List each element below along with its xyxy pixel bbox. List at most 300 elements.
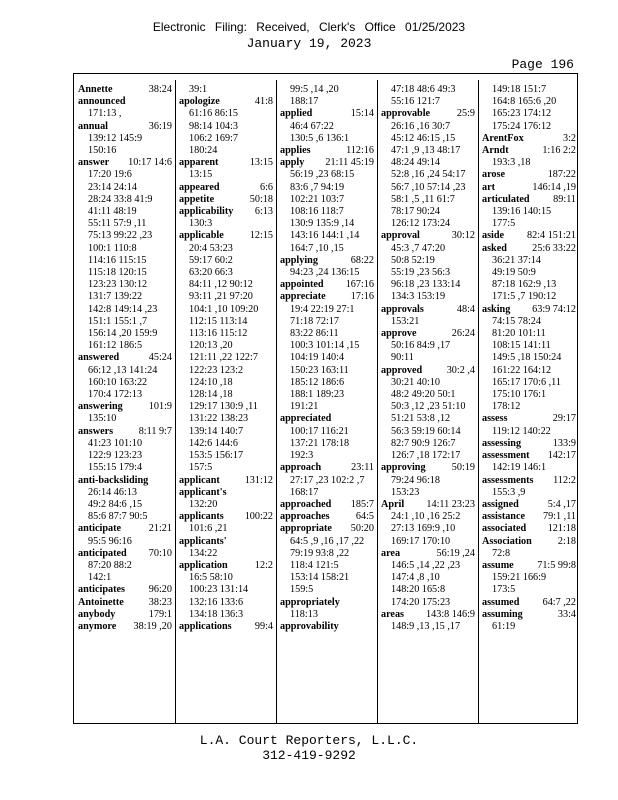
index-term: area: [381, 547, 401, 559]
index-continuation: 49:2 84:6 ,15: [88, 498, 143, 510]
index-entry: [179, 230, 273, 242]
index-term: approving: [381, 462, 426, 474]
index-refs: 100:22: [244, 511, 273, 523]
index-continuation: 83:22 86:11: [290, 328, 339, 340]
index-continuation: 122:23 123:2: [189, 364, 244, 376]
index-continuation: 100:1 110:8: [88, 242, 137, 254]
index-continuation: 153:5 156:17: [189, 450, 244, 462]
index-entry: [280, 108, 374, 120]
index-continuation: 90:11: [391, 352, 414, 364]
index-refs: 25:6 33:22: [532, 242, 576, 254]
index-term: approaches: [280, 511, 330, 523]
document-date: January 19, 2023: [246, 36, 372, 51]
index-continuation: 49:19 50:9: [492, 267, 536, 279]
index-continuation: 56:19 ,23 68:15: [290, 169, 355, 181]
index-continuation: 153:23: [391, 486, 420, 498]
index-continuation: 98:14 104:3: [189, 120, 238, 132]
index-entry: [179, 475, 273, 487]
filing-stamp: Electronic Filing: Received, Clerk's Office 01/25/2023: [152, 20, 466, 34]
index-term: appropriately: [280, 596, 340, 608]
index-term: Annette: [78, 84, 113, 95]
index-column-1: [78, 84, 172, 633]
index-refs: 6:13: [254, 206, 273, 218]
index-entry: [179, 487, 273, 499]
index-refs: 82:4 151:21: [527, 230, 576, 242]
index-continuation: 27:13 169:9 ,10: [391, 523, 456, 535]
index-entry: [78, 584, 172, 596]
index-continuation: 47:18 48:6 49:3: [391, 84, 456, 95]
index-entry: [179, 194, 273, 206]
index-term: assess: [482, 413, 508, 425]
index-continuation: 126:12 173:24: [391, 218, 451, 230]
index-term: assuming: [482, 608, 523, 620]
index-continuation: 47:1 ,9 ,13 48:17: [391, 145, 461, 157]
index-entry: [78, 621, 172, 633]
index-term: applications: [179, 620, 232, 632]
index-refs: 50:19: [451, 462, 475, 474]
index-continuation: 193:3 ,18: [492, 157, 531, 169]
index-continuation: 84:11 ,12 90:12: [189, 279, 253, 291]
index-continuation: 100:17 116:21: [290, 425, 349, 437]
index-entry: [482, 243, 576, 255]
index-refs: 6:6: [259, 181, 273, 193]
index-continuation: 160:10 163:22: [88, 376, 148, 388]
index-continuation: 191:21: [290, 401, 319, 413]
index-continuation: 28:24 33:8 41:9: [88, 193, 153, 205]
index-continuation: 192:3: [290, 450, 314, 462]
index-refs: 36:19: [148, 120, 172, 132]
index-entry: [381, 328, 475, 340]
index-column-3: [280, 84, 374, 633]
index-continuation: 132:20: [189, 498, 218, 510]
index-entry: [78, 426, 172, 438]
index-refs: 5:4 ,17: [547, 498, 576, 510]
index-entry: [78, 548, 172, 560]
index-entry: [280, 462, 374, 474]
index-term: anticipate: [78, 523, 122, 535]
index-continuation: 64:5 ,9 ,16 ,17 ,22: [290, 535, 365, 547]
index-refs: 133:9: [552, 437, 576, 449]
index-entry: [78, 84, 172, 96]
index-continuation: 134:22: [189, 547, 218, 559]
index-refs: 179:1: [148, 608, 172, 620]
index-continuation: 128:14 ,18: [189, 389, 233, 401]
index-continuation: 169:17 170:10: [391, 535, 451, 547]
index-continuation: 66:12 ,13 141:24: [88, 364, 158, 376]
index-term: appreciated: [280, 413, 332, 425]
index-term: applicability: [179, 206, 234, 218]
index-continuation: 132:16 133:6: [189, 596, 244, 608]
index-term: approvable: [381, 108, 431, 120]
index-continuation: 56:7 ,10 57:14 ,23: [391, 181, 466, 193]
index-continuation: 118:4 121:5: [290, 559, 339, 571]
index-refs: 50:18: [249, 193, 273, 205]
index-term: appetite: [179, 193, 215, 205]
index-refs: 41:8: [254, 96, 273, 108]
column-divider: [478, 80, 479, 723]
index-entry: [78, 96, 172, 108]
index-continuation: 156:14 ,20 159:9: [88, 328, 158, 340]
index-continuation: 101:6 ,21: [189, 523, 228, 535]
index-continuation: 108:15 141:11: [492, 340, 551, 352]
index-continuation: 75:13 99:22 ,23: [88, 230, 153, 242]
index-continuation: 115:18 120:15: [88, 267, 147, 279]
index-entry: [482, 230, 576, 242]
index-continuation: 63:20 66:3: [189, 267, 233, 279]
index-term: apologize: [179, 96, 220, 108]
index-term: anticipated: [78, 547, 127, 559]
index-entry: [280, 511, 374, 523]
index-refs: 89:11: [553, 193, 576, 205]
index-entry: [179, 182, 273, 194]
index-term: approached: [280, 498, 332, 510]
index-term: articulated: [482, 193, 530, 205]
index-term: anymore: [78, 620, 117, 632]
index-entry: [78, 609, 172, 621]
index-refs: 26:24: [451, 328, 475, 340]
index-continuation: 148:20 165:8: [391, 584, 446, 596]
index-continuation: 24:1 ,10 ,16 25:2: [391, 511, 461, 523]
column-divider: [175, 80, 176, 723]
index-refs: 64:5: [355, 511, 374, 523]
index-refs: 112:16: [346, 145, 374, 157]
index-term: annual: [78, 120, 109, 132]
index-refs: 142:17: [547, 450, 576, 462]
index-continuation: 99:5 ,14 ,20: [290, 84, 339, 95]
index-entry: [482, 523, 576, 535]
index-continuation: 151:1 155:1 ,7: [88, 315, 148, 327]
index-continuation: 16:5 58:10: [189, 572, 233, 584]
index-term: applicant: [179, 474, 220, 486]
index-term: associated: [482, 523, 527, 535]
index-continuation: 45:12 46:15 ,15: [391, 132, 456, 144]
index-column-2: [179, 84, 273, 633]
index-frame: [73, 73, 578, 724]
index-refs: 33:4: [557, 608, 576, 620]
index-continuation: 139:14 140:7: [189, 425, 244, 437]
index-term: applicant's: [179, 486, 227, 498]
index-entry: [482, 499, 576, 511]
index-column-4: [381, 84, 475, 633]
index-term: Antoinette: [78, 596, 124, 608]
column-divider: [276, 80, 277, 723]
index-refs: 23:11: [351, 462, 374, 474]
index-continuation: 150:16: [88, 145, 117, 157]
index-refs: 101:9: [148, 401, 172, 413]
index-continuation: 123:23 130:12: [88, 279, 148, 291]
index-entry: [179, 511, 273, 523]
index-term: arose: [482, 169, 506, 181]
index-continuation: 108:16 118:7: [290, 206, 344, 218]
index-continuation: 83:6 ,7 94:19: [290, 181, 345, 193]
index-term: approvals: [381, 303, 424, 315]
index-entry: [482, 536, 576, 548]
index-column-5: [482, 84, 576, 633]
index-continuation: 171:5 ,7 190:12: [492, 291, 557, 303]
index-continuation: 129:17 130:9 ,11: [189, 401, 258, 413]
index-continuation: 19:4 22:19 27:1: [290, 303, 355, 315]
index-continuation: 36:21 37:14: [492, 254, 541, 266]
index-term: applies: [280, 145, 311, 157]
index-refs: 38:24: [148, 84, 172, 95]
index-entry: [381, 548, 475, 560]
index-continuation: 100:23 131:14: [189, 584, 249, 596]
index-continuation: 142:6 144:6: [189, 437, 238, 449]
index-term: ArentFox: [482, 132, 524, 144]
index-refs: 30:2 ,4: [446, 364, 475, 376]
index-continuation: 153:21: [391, 315, 420, 327]
index-refs: 15:14: [350, 108, 374, 120]
index-continuation: 168:17: [290, 486, 319, 498]
index-refs: 17:16: [350, 291, 374, 303]
index-continuation: 147:4 ,8 ,10: [391, 572, 440, 584]
index-continuation: 149:5 ,18 150:24: [492, 352, 562, 364]
index-entry: [78, 157, 172, 169]
index-continuation: 161:22 164:12: [492, 364, 552, 376]
index-entry: [280, 499, 374, 511]
page-number: Page 196: [511, 57, 574, 72]
index-continuation: 139:16 140:15: [492, 206, 552, 218]
index-entry: [280, 523, 374, 535]
index-term: appropriate: [280, 523, 332, 535]
index-refs: 14:11 23:23: [426, 498, 475, 510]
index-entry: [381, 230, 475, 242]
index-continuation: 23:14 24:14: [88, 181, 137, 193]
index-continuation: 104:19 140:4: [290, 352, 345, 364]
index-term: Arndt: [482, 145, 509, 157]
index-continuation: 178:12: [492, 401, 521, 413]
index-term: assessing: [482, 437, 522, 449]
index-continuation: 153:14 158:21: [290, 572, 350, 584]
index-entry: [381, 609, 475, 621]
index-refs: 143:8 146:9: [426, 608, 475, 620]
index-entry: [78, 597, 172, 609]
index-refs: 121:18: [547, 523, 576, 535]
index-term: approve: [381, 328, 417, 340]
index-entry: [381, 304, 475, 316]
index-refs: 29:17: [552, 413, 576, 425]
index-continuation: 157:5: [189, 462, 213, 474]
index-continuation: 113:16 115:12: [189, 328, 248, 340]
index-term: applying: [280, 254, 318, 266]
index-entry: [381, 462, 475, 474]
index-term: assessment: [482, 450, 530, 462]
index-continuation: 188:1 189:23: [290, 389, 345, 401]
index-continuation: 13:15: [189, 169, 213, 181]
index-refs: 3:2: [562, 132, 576, 144]
index-entry: [482, 450, 576, 462]
index-entry: [381, 108, 475, 120]
index-refs: 64:7 ,22: [542, 596, 576, 608]
index-term: application: [179, 559, 228, 571]
index-term: appeared: [179, 181, 220, 193]
index-refs: 12:2: [254, 559, 273, 571]
index-continuation: 96:18 ,23 133:14: [391, 279, 461, 291]
index-continuation: 118:13: [290, 608, 318, 620]
index-term: announced: [78, 96, 126, 108]
index-continuation: 185:12 186:6: [290, 376, 345, 388]
index-continuation: 17:20 19:6: [88, 169, 132, 181]
index-term: applicants': [179, 535, 227, 547]
index-refs: 99:4: [254, 620, 273, 632]
index-term: approval: [381, 230, 420, 242]
column-divider: [377, 80, 378, 723]
index-refs: 187:22: [547, 169, 576, 181]
index-continuation: 50:16 84:9 ,17: [391, 340, 451, 352]
index-refs: 167:16: [345, 279, 374, 291]
index-continuation: 130:3: [189, 218, 213, 230]
index-entry: [482, 194, 576, 206]
index-refs: 38:19 ,20: [133, 620, 172, 632]
index-refs: 21:21: [148, 523, 172, 535]
index-continuation: 155:3 ,9: [492, 486, 526, 498]
index-refs: 185:7: [350, 498, 374, 510]
index-continuation: 45:3 ,7 47:20: [391, 242, 446, 254]
index-term: asked: [482, 242, 507, 254]
index-continuation: 112:15 113:14: [189, 315, 248, 327]
index-term: assigned: [482, 498, 519, 510]
index-entry: [78, 523, 172, 535]
index-continuation: 104:1 ,10 109:20: [189, 303, 259, 315]
index-entry: [482, 560, 576, 572]
index-entry: [280, 597, 374, 609]
index-continuation: 61:19: [492, 620, 516, 632]
index-continuation: 164:8 165:6 ,20: [492, 96, 557, 108]
index-continuation: 148:9 ,13 ,15 ,17: [391, 620, 461, 632]
index-continuation: 46:4 67:22: [290, 120, 334, 132]
index-refs: 1:16 2:2: [542, 145, 576, 157]
index-continuation: 106:2 169:7: [189, 132, 238, 144]
index-entry: [381, 365, 475, 377]
index-continuation: 170:4 172:13: [88, 389, 143, 401]
index-continuation: 175:24 176:12: [492, 120, 552, 132]
index-continuation: 159:21 166:9: [492, 572, 547, 584]
index-term: assessments: [482, 474, 534, 486]
index-continuation: 50:8 52:19: [391, 254, 435, 266]
index-refs: 56:19 ,24: [436, 547, 475, 559]
index-refs: 45:24: [148, 352, 172, 364]
index-term: asking: [482, 303, 511, 315]
index-continuation: 155:15 179:4: [88, 462, 143, 474]
index-term: assistance: [482, 511, 526, 523]
index-continuation: 94:23 ,24 136:15: [290, 267, 360, 279]
index-entry: [482, 145, 576, 157]
index-refs: 70:10: [148, 547, 172, 559]
index-entry: [179, 621, 273, 633]
index-continuation: 85:6 87:7 90:5: [88, 511, 148, 523]
index-continuation: 41:23 101:10: [88, 437, 143, 449]
index-continuation: 59:17 60:2: [189, 254, 233, 266]
index-refs: 79:1 ,11: [542, 511, 576, 523]
index-continuation: 20:4 53:23: [189, 242, 233, 254]
index-entry: [482, 133, 576, 145]
index-continuation: 142:8 149:14 ,23: [88, 303, 158, 315]
index-entry: [179, 157, 273, 169]
index-continuation: 173:5: [492, 584, 516, 596]
index-continuation: 26:16 ,16 30:7: [391, 120, 451, 132]
index-refs: 71:5 99:8: [537, 559, 576, 571]
index-entry: [482, 511, 576, 523]
footer-phone: 312-419-9292: [262, 748, 356, 763]
index-continuation: 100:3 101:14 ,15: [290, 340, 360, 352]
index-entry: [280, 145, 374, 157]
index-term: areas: [381, 608, 405, 620]
index-continuation: 87:18 162:9 ,13: [492, 279, 557, 291]
index-refs: 12:15: [249, 230, 273, 242]
index-continuation: 142:1: [88, 572, 112, 584]
index-continuation: 82:7 90:9 126:7: [391, 437, 456, 449]
index-continuation: 139:12 145:9: [88, 132, 143, 144]
index-refs: 112:2: [553, 474, 576, 486]
index-entry: [482, 169, 576, 181]
index-term: anybody: [78, 608, 116, 620]
index-entry: [179, 206, 273, 218]
index-continuation: 48:2 49:20 50:1: [391, 389, 456, 401]
index-continuation: 87:20 88:2: [88, 559, 132, 571]
index-continuation: 51:21 53:8 ,12: [391, 413, 451, 425]
index-continuation: 130:9 135:9 ,14: [290, 218, 355, 230]
index-continuation: 188:17: [290, 96, 319, 108]
index-continuation: 143:16 144:1 ,14: [290, 230, 360, 242]
index-term: approach: [280, 462, 322, 474]
index-term: anti-backsliding: [78, 474, 149, 486]
index-entry: [482, 597, 576, 609]
index-refs: 13:15: [249, 157, 273, 169]
index-continuation: 79:24 96:18: [391, 474, 440, 486]
index-entry: [78, 401, 172, 413]
index-term: approved: [381, 364, 423, 376]
index-refs: 96:20: [148, 584, 172, 596]
index-continuation: 79:19 93:8 ,22: [290, 547, 350, 559]
index-continuation: 165:23 174:12: [492, 108, 552, 120]
index-term: apparent: [179, 157, 219, 169]
index-continuation: 39:1: [189, 84, 208, 95]
index-refs: 131:12: [244, 474, 273, 486]
index-entry: [482, 413, 576, 425]
index-term: applicants: [179, 511, 224, 523]
index-term: applied: [280, 108, 313, 120]
index-term: appointed: [280, 279, 324, 291]
index-term: April: [381, 498, 405, 510]
index-entry: [482, 609, 576, 621]
index-continuation: 131:7 139:22: [88, 291, 143, 303]
index-continuation: 175:10 176:1: [492, 389, 547, 401]
index-continuation: 55:11 57:9 ,11: [88, 218, 147, 230]
index-continuation: 41:11 48:19: [88, 206, 137, 218]
index-term: answer: [78, 157, 110, 169]
index-continuation: 81:20 101:11: [492, 328, 546, 340]
index-refs: 25:9: [456, 108, 475, 120]
index-entry: [179, 560, 273, 572]
index-entry: [280, 413, 374, 425]
index-continuation: 146:5 ,14 ,22 ,23: [391, 559, 461, 571]
index-continuation: 159:5: [290, 584, 314, 596]
index-continuation: 93:11 ,21 97:20: [189, 291, 253, 303]
index-entry: [280, 279, 374, 291]
index-term: applicable: [179, 230, 224, 242]
index-continuation: 30:21 40:10: [391, 376, 440, 388]
index-entry: [482, 304, 576, 316]
index-continuation: 78:17 90:24: [391, 206, 440, 218]
index-entry: [381, 499, 475, 511]
index-term: art: [482, 181, 496, 193]
index-continuation: 61:16 86:15: [189, 108, 238, 120]
index-continuation: 135:10: [88, 413, 117, 425]
index-refs: 48:4: [456, 303, 475, 315]
index-continuation: 171:13 ,: [88, 108, 122, 120]
index-entry: [78, 475, 172, 487]
index-refs: 38:23: [148, 596, 172, 608]
